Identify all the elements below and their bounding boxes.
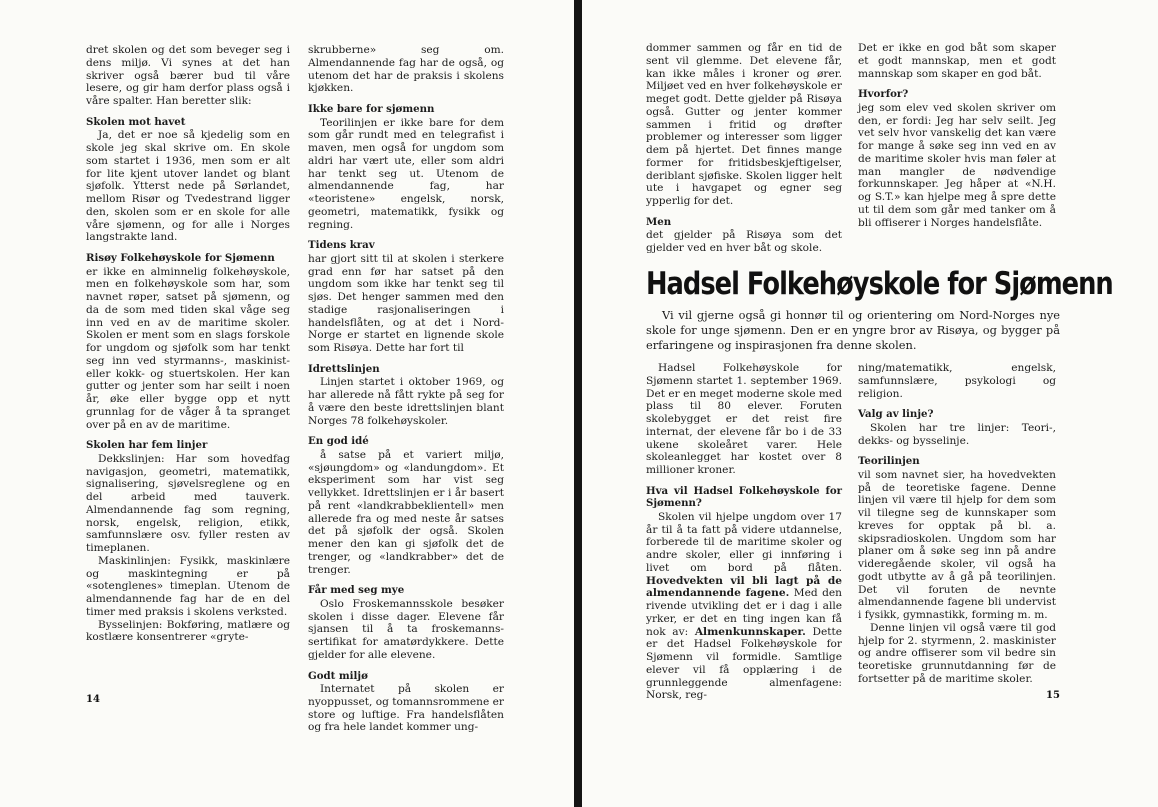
right-page xyxy=(582,0,1158,807)
paragraph: er ikke en alminnelig folkehøyskole, men en folkehøyskole som har, som navnet røper, satset på sjømenn, og da de som med tiden skal våge seg inn ved en av de maritime skoler. Skolen er ment som en slags forskole for ungdom og sjøfolk som har tenkt seg inn ved styrmanns-, maskinist- eller kokk- og stuertskolen. Her kan gutter og jenter som har seilt i noen år, øke eller bygge opp et nytt grunnlag for de våger å ta spranget over på en av de maritime. xyxy=(86,265,290,431)
paragraph: Oslo Froskemannsskole besøker skolen i disse dager. Elevene får sjansen til å ta froskemanns-sertifikat for amatørdykkere. Dette gjelder for alle elevene. xyxy=(308,597,504,661)
paragraph xyxy=(646,511,842,702)
bold-text: Almenkunnskaper. xyxy=(694,625,806,638)
right-column-1 xyxy=(646,42,842,255)
text-span: Skolen vil hjelpe ungdom over 17 år til å ta fatt på videre utdannelse, forberede til de maritime skoler og andre skoler, eller gi innføring i livet om bord på flåten. xyxy=(646,510,842,574)
paragraph: Maskinlinjen: Fysikk, maskinlære og maskintegning er på «sotenglenes» timeplan. Utenom de almendannende fag har de en del timer med praksis i skolens verksted. xyxy=(86,554,290,618)
paragraph: Denne linjen vil også være til god hjelp for 2. styrmenn, 2. maskinister og andre offiserer som vil bedre sin teoretiske grunnutdanning før de fortsetter på de maritime skoler. xyxy=(858,621,1056,685)
intro-paragraph: dret skolen og det som beveger seg i dens miljø. Vi synes at det han skriver også bærer bud til våre lesere, og gir ham derfor plass også i våre spalter. Han beretter slik: xyxy=(86,44,290,107)
text-span: Med den rivende utvikling det er i dag i alle yrker, er det en ting ingen kan få nok av: xyxy=(646,587,842,638)
paragraph: dommer sammen og får en tid de sent vil glemme. Det elevene får, kan ikke måles i kroner og ører. Miljøet ved en hver folkehøyskole er meget godt. Dette gjelder på Risøya også. Gutter og jenter kommer sammen i fritid og drøfter problemer og interesser som ligger dem på hjertet. Det finnes mange former for fritidsbeskjeftigelser, deriblant sjøfiske. Skolen ligger helt ute i havgapet og egner seg ypperlig for det. xyxy=(646,42,842,207)
paragraph: det gjelder på Risøya som det gjelder ved en hver båt og skole. xyxy=(646,229,842,254)
bold-text: Hovedvekten vil bli lagt på de almendannende fagene. xyxy=(646,574,842,600)
paragraph: Dekkslinjen: Har som hovedfag navigasjon, geometri, matematikk, signalisering, sjøvelsreglene og en del arbeid med tauverk. Almendannende fag som regning, norsk, engelsk, religion, etikk, samfunnslære osv. fyller resten av timeplanen. xyxy=(86,452,290,554)
paragraph: vil som navnet sier, ha hovedvekten på de teoretiske fagene. Denne linjen vil være til hjelp for dem som vil tilegne seg de kunnskaper som kreves for opptak på bl. a. skipsradioskolen. Ungdom som har planer om å søke seg inn på andre videregående skoler, vil også ha godt utbytte av å gå på teorilinjen. Det vil foruten de nevnte almendannende fagene bli undervist i fysikk, gymnastikk, forming m. m. xyxy=(858,468,1056,621)
intro-paragraph: Vi vil gjerne også gi honnør til og orientering om Nord-Norges nye skole for unge sjømenn. Den er en yngre bror av Risøya, og bygger på erfaringene og inspirasjonen fra denne skolen. xyxy=(646,308,1060,352)
paragraph: ning/matematikk, engelsk, samfunnslære, psykologi og religion. xyxy=(858,362,1056,400)
left-column-2 xyxy=(308,44,504,734)
paragraph: Ja, det er noe så kjedelig som en skole jeg skal skrive om. En skole som startet i 1936, men som er alt for lite kjent utover landet og blant sjøfolk. Ytterst nede på Sørlandet, mellom Risør og Tvedestrand ligger den, skolen som er en skole for alle våre sjømenn, og for alle i Norges langstrakte land. xyxy=(86,129,290,244)
paragraph: Skolen har tre linjer: Teori-, dekks- og bysselinje. xyxy=(858,421,1056,447)
heading-fem-linjer: Skolen har fem linjer xyxy=(86,439,208,452)
right-column-2 xyxy=(858,42,1056,229)
heading-ikke-bare: Ikke bare for sjømenn xyxy=(308,103,435,115)
heading-far-med-seg: Får med seg mye xyxy=(308,584,405,597)
paragraph: Hadsel Folkehøyskole for Sjømenn startet 1. september 1969. Det er en meget moderne skole med plass til 80 elever. Foruten skolebygget er det reist fire internat, der elevene får bo i de 33 ukene skoleåret varer. Hele skoleanlegget har kostet over 8 millioner kroner. xyxy=(646,362,842,476)
paragraph: Bysselinjen: Bokføring, matlære og kostlære konsentrerer «gryte- xyxy=(86,618,290,644)
heading-godt-miljo: Godt miljø xyxy=(308,669,368,682)
heading-god-ide: En god idé xyxy=(308,435,369,448)
paragraph: har gjort sitt til at skolen i sterkere grad enn før har satset på den ungdom som ikke har tenkt seg til sjøs. Det henger sammen med den stadige rasjonaliseringen i handelsflåten, og at det i Nord-Norge er startet en lignende skole som Risøya. Dette har fort til xyxy=(308,252,504,354)
heading-hvorfor: Hvorfor? xyxy=(858,88,909,101)
right-column-4 xyxy=(858,362,1056,686)
text-span: Dette er det Hadsel Folkehøyskole for Sjømenn vil formidle. Samtlige elever vil få opplæring i de grunnleggende almenfagene: Norsk, reg- xyxy=(646,625,843,702)
heading-risoy: Risøy Folkehøyskole for Sjømenn xyxy=(86,252,275,264)
paragraph: Det er ikke en god båt som skaper et godt mannskap, men et godt mannskap som skaper en god båt. xyxy=(858,42,1056,80)
right-column-3 xyxy=(646,362,842,702)
article-intro xyxy=(646,308,1060,353)
heading-tidens-krav: Tidens krav xyxy=(308,239,375,252)
page-number-left: 14 xyxy=(86,694,100,705)
heading-idrettslinjen: Idrettslinjen xyxy=(308,362,380,375)
heading-men: Men xyxy=(646,215,672,228)
paragraph: jeg som elev ved skolen skriver om den, er fordi: Jeg har selv seilt. Jeg vet selv hvor vanskelig det kan være for mange å søke seg inn ved en av de maritime skoler hvis man føler at man mangler de nødvendige forkunnskaper. Jeg håper at «N.H. og S.T.» kan hjelpe meg å spre dette ut til dem som går med tanker om å bli offiserer i Norges handelsflåte. xyxy=(858,101,1056,229)
page-gutter xyxy=(574,0,582,807)
heading-teorilinjen: Teorilinjen xyxy=(858,455,920,468)
left-column-1 xyxy=(86,44,290,644)
paragraph: Internatet på skolen er nyoppusset, og tomannsrommene er store og luftige. Fra handelsflåten og fra hele landet kommer ung- xyxy=(308,683,504,734)
heading-valg-av-linje: Valg av linje? xyxy=(858,408,934,421)
paragraph: skrubberne» seg om. Almendannende fag har de også, og utenom det har de praksis i skolens kjøkken. xyxy=(308,44,504,95)
article-headline: Hadsel Folkehøyskole for Sjømenn xyxy=(646,266,1113,302)
heading-hva-vil: Hva vil Hadsel Folkehøyskole for Sjømenn? xyxy=(646,484,842,510)
paragraph: Linjen startet i oktober 1969, og har allerede nå fått rykte på seg for å være den beste idrettslinjen blant Norges 78 folkehøyskoler. xyxy=(308,376,504,427)
heading-skolen-mot-havet: Skolen mot havet xyxy=(86,115,186,128)
page-number-right: 15 xyxy=(1046,690,1060,701)
paragraph: Teorilinjen er ikke bare for dem som går rundt med en telegrafist i maven, men også for ungdom som aldri har vært ute, eller som aldri har tenkt seg ut. Utenom de almendannende fag, har «teoristene» engelsk, norsk, geometri, matematikk, fysikk og regning. xyxy=(308,116,504,231)
paragraph: å satse på et variert miljø, «sjøungdom» og «landungdom». Et eksperiment som har vist seg vellykket. Idrettslinjen er i år basert på rent «landkrabbeklientell» men allerede fra og med neste år satses det på sjøfolk der også. Skolen mener den kan gi sjøfolk det de trenger, og «landkrabber» det de trenger. xyxy=(308,448,504,576)
left-page xyxy=(0,0,574,807)
